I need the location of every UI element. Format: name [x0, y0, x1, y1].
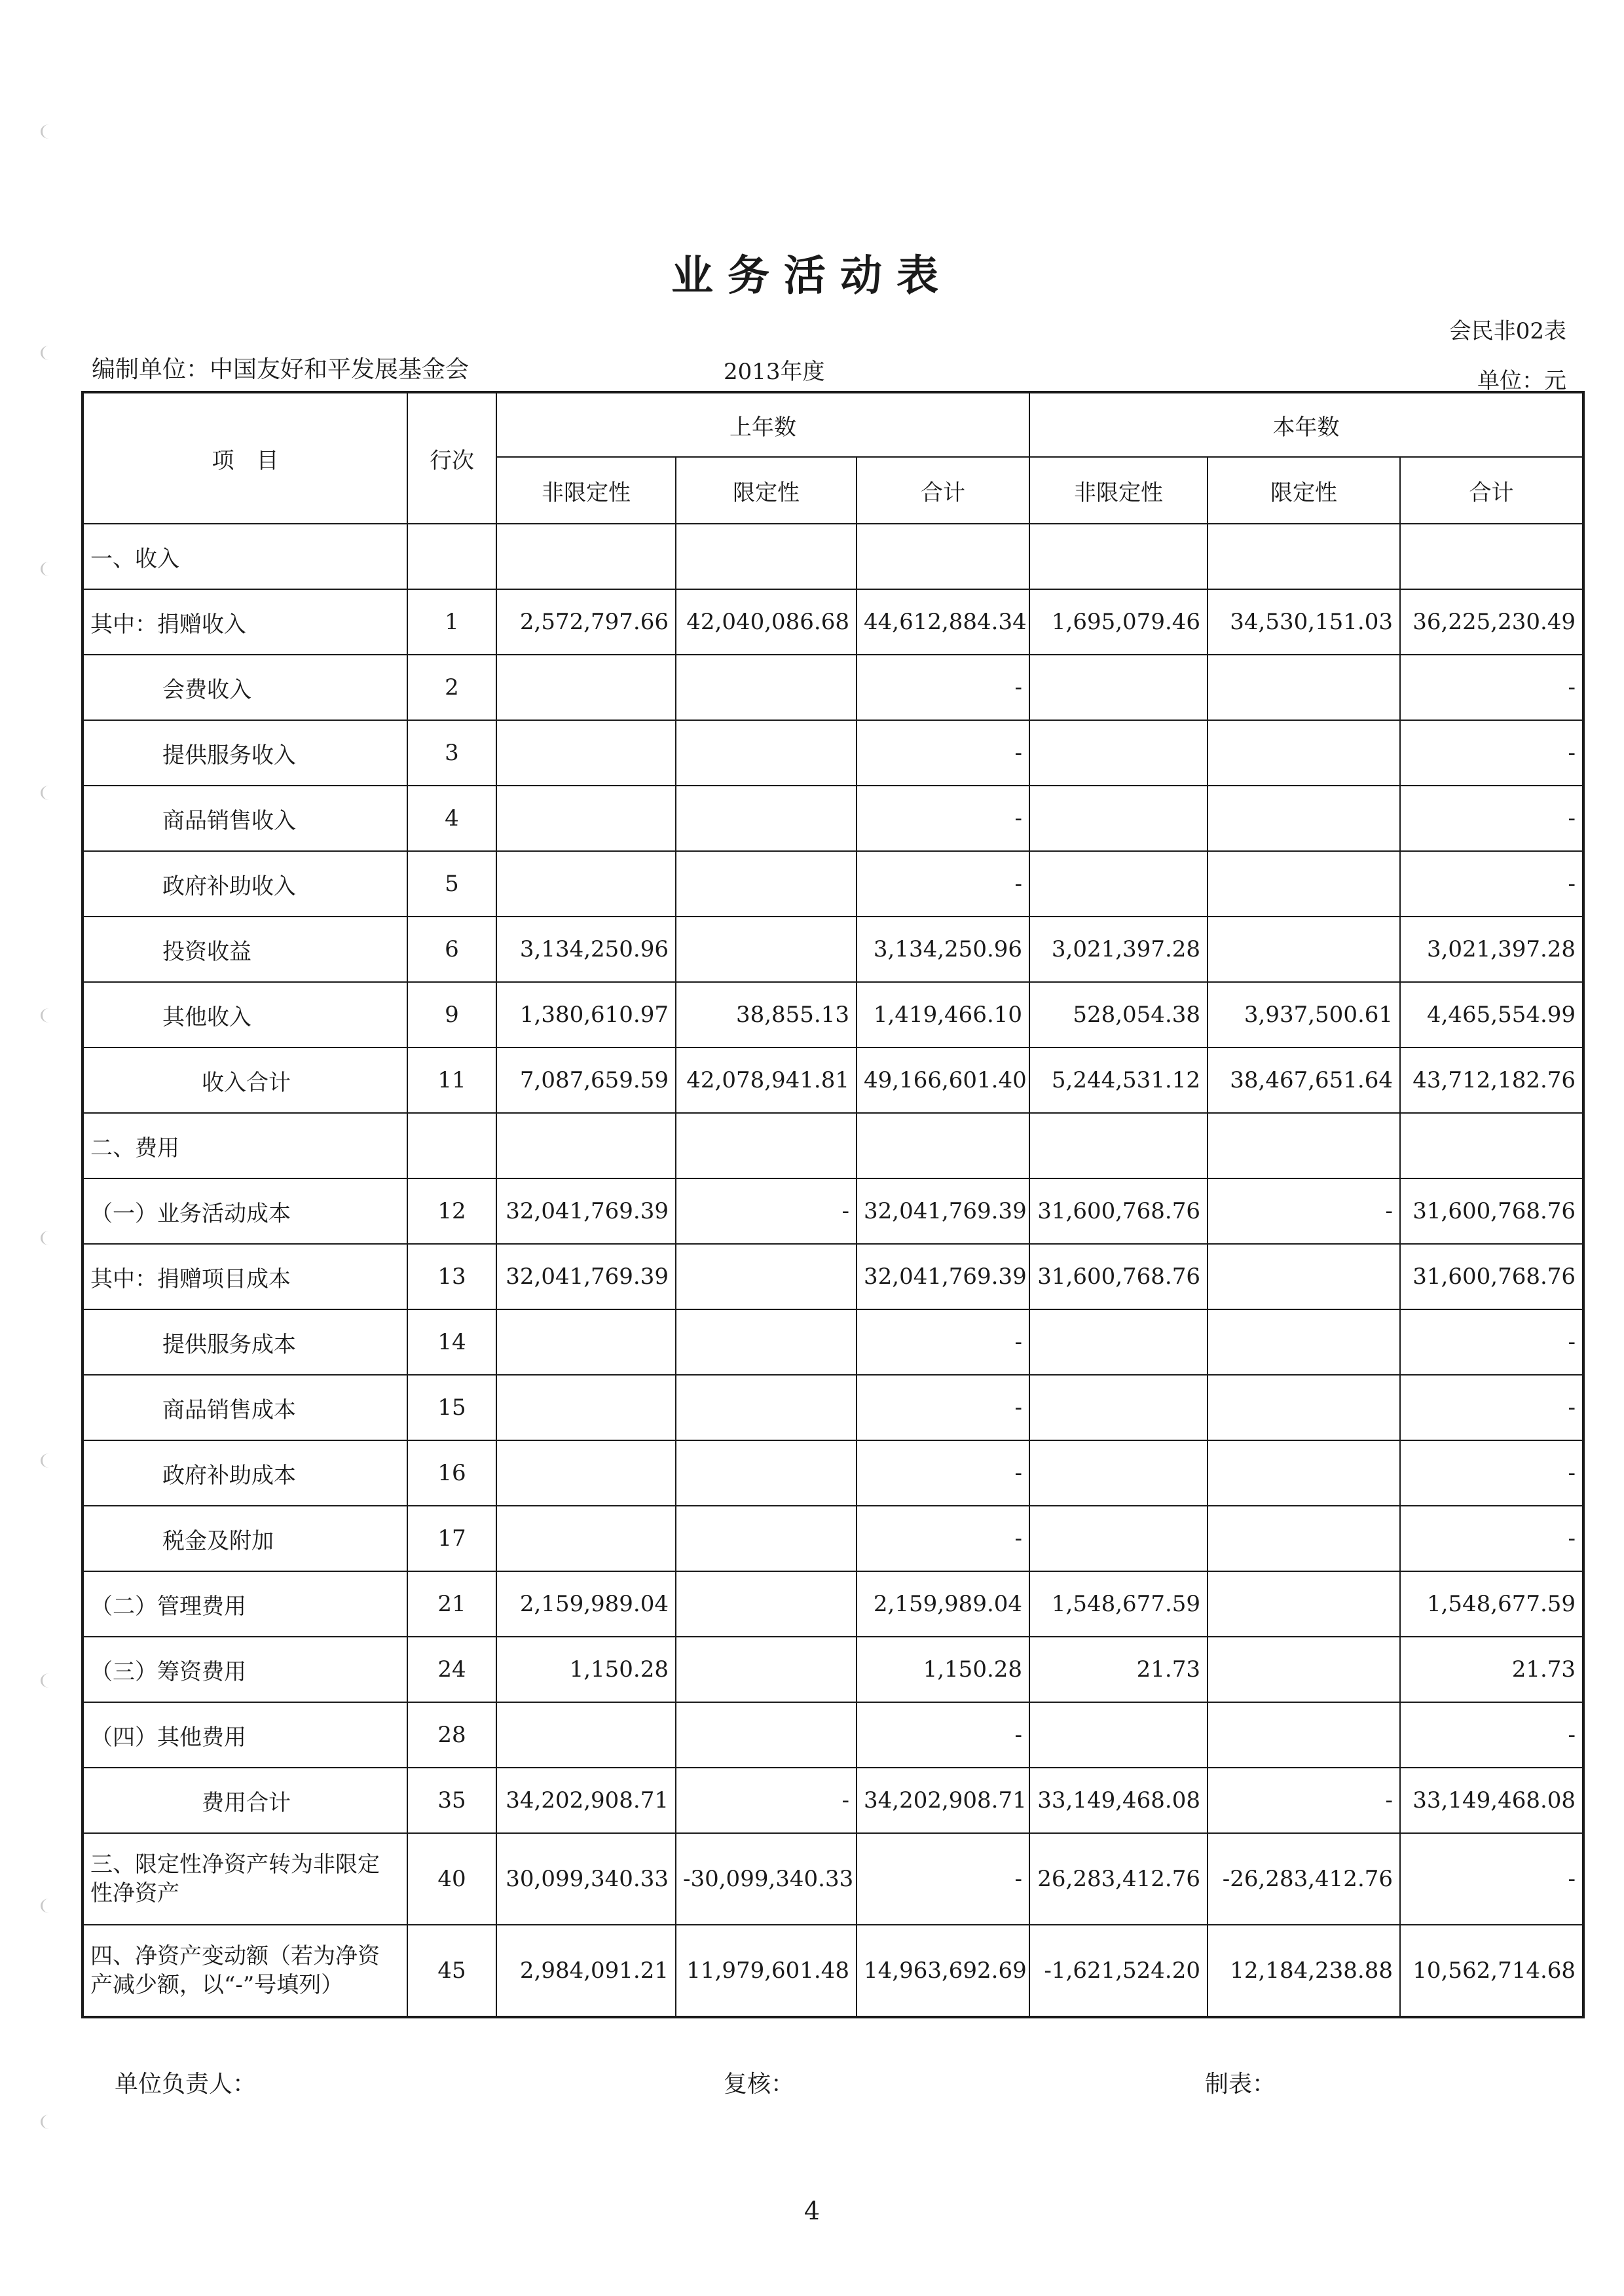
cell-curr-restricted: [1208, 524, 1400, 589]
report-period: 2013年度: [724, 359, 825, 385]
row-item-label: 三、限定性净资产转为非限定性净资产: [83, 1833, 407, 1925]
header-item: 项 目: [83, 392, 407, 524]
cell-curr-restricted: -26,283,412.76: [1208, 1833, 1400, 1925]
row-line-number: 5: [407, 851, 496, 917]
cell-prev-restricted: 42,040,086.68: [676, 589, 857, 655]
cell-prev-restricted: [676, 1309, 857, 1375]
cell-curr-restricted: [1208, 1702, 1400, 1768]
table-row: [83, 1178, 1583, 1244]
cell-prev-total: 14,963,692.69: [857, 1925, 1029, 2017]
row-line-number: 6: [407, 917, 496, 982]
cell-prev-unrestricted: [496, 655, 676, 720]
cell-curr-unrestricted: [1029, 655, 1208, 720]
cell-prev-restricted: -30,099,340.33: [676, 1833, 857, 1925]
cell-prev-total: -: [857, 1375, 1029, 1440]
row-item-label: （四）其他费用: [83, 1702, 407, 1768]
cell-prev-unrestricted: [496, 1440, 676, 1506]
cell-prev-total: 2,159,989.04: [857, 1571, 1029, 1637]
cell-prev-total: 32,041,769.39: [857, 1178, 1029, 1244]
row-item-label: 政府补助收入: [83, 851, 407, 917]
signature-reviewer: 复核：: [724, 2071, 795, 2098]
cell-curr-restricted: [1208, 917, 1400, 982]
table-row: [83, 982, 1583, 1048]
row-item-label: 其他收入: [83, 982, 407, 1048]
table-row: [83, 1506, 1583, 1571]
cell-curr-restricted: [1208, 1506, 1400, 1571]
cell-prev-unrestricted: 1,150.28: [496, 1637, 676, 1702]
cell-prev-total: -: [857, 1440, 1029, 1506]
row-line-number: 16: [407, 1440, 496, 1506]
row-line-number: [407, 1113, 496, 1178]
cell-curr-total: 36,225,230.49: [1400, 589, 1583, 655]
cell-prev-restricted: -: [676, 1178, 857, 1244]
row-item-label: 投资收益: [83, 917, 407, 982]
cell-prev-restricted: [676, 1113, 857, 1178]
cell-curr-restricted: -: [1208, 1178, 1400, 1244]
row-line-number: 4: [407, 786, 496, 851]
cell-curr-unrestricted: [1029, 786, 1208, 851]
row-item-label: （二）管理费用: [83, 1571, 407, 1637]
table-row: [83, 1309, 1583, 1375]
cell-curr-unrestricted: 21.73: [1029, 1637, 1208, 1702]
binding-hole-mark: [41, 346, 57, 360]
cell-curr-restricted: [1208, 1375, 1400, 1440]
cell-prev-restricted: [676, 1637, 857, 1702]
cell-curr-restricted: [1208, 851, 1400, 917]
cell-prev-restricted: 38,855.13: [676, 982, 857, 1048]
cell-prev-total: -: [857, 1702, 1029, 1768]
binding-hole-mark: [41, 786, 57, 800]
row-item-label: 一、收入: [83, 524, 407, 589]
table-row: [83, 1925, 1583, 2017]
cell-prev-unrestricted: [496, 720, 676, 786]
cell-prev-unrestricted: [496, 1375, 676, 1440]
cell-curr-total: [1400, 1113, 1583, 1178]
cell-prev-restricted: 42,078,941.81: [676, 1048, 857, 1113]
table-row: [83, 1702, 1583, 1768]
cell-prev-total: [857, 1113, 1029, 1178]
cell-prev-total: -: [857, 1309, 1029, 1375]
header-curr-total: 合计: [1400, 457, 1583, 524]
row-line-number: 14: [407, 1309, 496, 1375]
cell-curr-unrestricted: 1,548,677.59: [1029, 1571, 1208, 1637]
cell-curr-restricted: 34,530,151.03: [1208, 589, 1400, 655]
cell-curr-total: -: [1400, 1506, 1583, 1571]
cell-curr-unrestricted: [1029, 1113, 1208, 1178]
row-line-number: 24: [407, 1637, 496, 1702]
cell-prev-restricted: -: [676, 1768, 857, 1833]
cell-curr-restricted: [1208, 1637, 1400, 1702]
cell-prev-total: 32,041,769.39: [857, 1244, 1029, 1309]
row-line-number: [407, 524, 496, 589]
cell-prev-total: 44,612,884.34: [857, 589, 1029, 655]
cell-prev-restricted: [676, 1702, 857, 1768]
table-row: [83, 917, 1583, 982]
header-curr-unrestricted: 非限定性: [1029, 457, 1208, 524]
table-row: [83, 589, 1583, 655]
cell-curr-unrestricted: 31,600,768.76: [1029, 1244, 1208, 1309]
cell-curr-total: [1400, 524, 1583, 589]
cell-prev-restricted: [676, 655, 857, 720]
row-item-label: 收入合计: [83, 1048, 407, 1113]
currency-unit: 单位：元: [1477, 368, 1566, 394]
row-line-number: 9: [407, 982, 496, 1048]
cell-curr-total: 3,021,397.28: [1400, 917, 1583, 982]
cell-curr-total: 31,600,768.76: [1400, 1178, 1583, 1244]
cell-prev-total: 1,150.28: [857, 1637, 1029, 1702]
row-line-number: 28: [407, 1702, 496, 1768]
cell-curr-restricted: [1208, 1571, 1400, 1637]
cell-prev-unrestricted: [496, 851, 676, 917]
signature-preparer: 制表：: [1205, 2071, 1276, 2098]
cell-prev-unrestricted: 32,041,769.39: [496, 1244, 676, 1309]
cell-prev-unrestricted: 34,202,908.71: [496, 1768, 676, 1833]
document-title: 业务活动表: [671, 251, 953, 301]
cell-curr-total: -: [1400, 720, 1583, 786]
cell-curr-total: -: [1400, 1833, 1583, 1925]
activity-statement-table: [81, 391, 1585, 2018]
cell-prev-total: -: [857, 720, 1029, 786]
cell-prev-restricted: [676, 524, 857, 589]
row-line-number: 3: [407, 720, 496, 786]
table-row: [83, 1113, 1583, 1178]
row-line-number: 12: [407, 1178, 496, 1244]
header-line-no: 行次: [407, 392, 496, 524]
row-item-label: 其中：捐赠项目成本: [83, 1244, 407, 1309]
header-prev-year: 上年数: [496, 392, 1029, 457]
cell-prev-unrestricted: 1,380,610.97: [496, 982, 676, 1048]
cell-prev-total: 3,134,250.96: [857, 917, 1029, 982]
binding-hole-mark: [41, 562, 57, 576]
row-item-label: 商品销售收入: [83, 786, 407, 851]
table-row: [83, 1244, 1583, 1309]
cell-curr-total: 21.73: [1400, 1637, 1583, 1702]
table-row: [83, 1571, 1583, 1637]
table-row: [83, 1440, 1583, 1506]
row-line-number: 35: [407, 1768, 496, 1833]
cell-curr-total: -: [1400, 786, 1583, 851]
cell-prev-restricted: [676, 1571, 857, 1637]
cell-prev-total: 49,166,601.40: [857, 1048, 1029, 1113]
header-prev-unrestricted: 非限定性: [496, 457, 676, 524]
row-line-number: 45: [407, 1925, 496, 2017]
cell-curr-unrestricted: [1029, 1440, 1208, 1506]
cell-curr-unrestricted: 3,021,397.28: [1029, 917, 1208, 982]
cell-prev-total: 34,202,908.71: [857, 1768, 1029, 1833]
cell-prev-restricted: [676, 786, 857, 851]
cell-curr-unrestricted: [1029, 1702, 1208, 1768]
cell-prev-restricted: [676, 720, 857, 786]
row-item-label: 提供服务成本: [83, 1309, 407, 1375]
cell-curr-unrestricted: 1,695,079.46: [1029, 589, 1208, 655]
binding-hole-mark: [41, 1008, 57, 1023]
cell-prev-unrestricted: 2,572,797.66: [496, 589, 676, 655]
row-item-label: 政府补助成本: [83, 1440, 407, 1506]
cell-prev-restricted: [676, 1440, 857, 1506]
cell-prev-unrestricted: [496, 524, 676, 589]
row-item-label: 商品销售成本: [83, 1375, 407, 1440]
cell-curr-total: 10,562,714.68: [1400, 1925, 1583, 2017]
cell-prev-unrestricted: 2,159,989.04: [496, 1571, 676, 1637]
cell-prev-unrestricted: [496, 1702, 676, 1768]
cell-prev-restricted: [676, 917, 857, 982]
cell-curr-restricted: [1208, 1309, 1400, 1375]
row-item-label: 费用合计: [83, 1768, 407, 1833]
cell-prev-unrestricted: [496, 1506, 676, 1571]
row-item-label: 提供服务收入: [83, 720, 407, 786]
row-line-number: 15: [407, 1375, 496, 1440]
cell-prev-unrestricted: 7,087,659.59: [496, 1048, 676, 1113]
row-line-number: 2: [407, 655, 496, 720]
cell-curr-total: 1,548,677.59: [1400, 1571, 1583, 1637]
cell-curr-restricted: [1208, 1113, 1400, 1178]
cell-prev-total: -: [857, 1833, 1029, 1925]
organization-label: 编制单位：中国友好和平发展基金会: [92, 356, 470, 383]
row-line-number: 1: [407, 589, 496, 655]
page-number: 4: [803, 2196, 821, 2225]
header-curr-restricted: 限定性: [1208, 457, 1400, 524]
cell-curr-unrestricted: 31,600,768.76: [1029, 1178, 1208, 1244]
row-item-label: （三）筹资费用: [83, 1637, 407, 1702]
cell-curr-total: 43,712,182.76: [1400, 1048, 1583, 1113]
cell-curr-unrestricted: [1029, 1309, 1208, 1375]
table-row: [83, 655, 1583, 720]
cell-curr-total: -: [1400, 1440, 1583, 1506]
cell-prev-restricted: [676, 1506, 857, 1571]
form-code: 会民非02表: [1449, 318, 1566, 344]
binding-hole-mark: [41, 124, 57, 139]
cell-prev-restricted: [676, 851, 857, 917]
table-row: [83, 1833, 1583, 1925]
cell-curr-total: -: [1400, 851, 1583, 917]
cell-prev-unrestricted: [496, 1309, 676, 1375]
row-item-label: 税金及附加: [83, 1506, 407, 1571]
cell-prev-unrestricted: 30,099,340.33: [496, 1833, 676, 1925]
binding-hole-mark: [41, 2115, 57, 2129]
cell-prev-unrestricted: [496, 786, 676, 851]
signature-responsible: 单位负责人：: [115, 2071, 257, 2098]
header-curr-year: 本年数: [1029, 392, 1583, 457]
cell-curr-total: -: [1400, 1309, 1583, 1375]
table-row: [83, 851, 1583, 917]
cell-curr-unrestricted: [1029, 524, 1208, 589]
table-row: [83, 1637, 1583, 1702]
binding-hole-mark: [41, 1453, 57, 1468]
cell-prev-total: -: [857, 655, 1029, 720]
cell-curr-unrestricted: 33,149,468.08: [1029, 1768, 1208, 1833]
cell-curr-unrestricted: [1029, 720, 1208, 786]
cell-prev-restricted: [676, 1375, 857, 1440]
cell-prev-total: 1,419,466.10: [857, 982, 1029, 1048]
cell-curr-unrestricted: -1,621,524.20: [1029, 1925, 1208, 2017]
cell-curr-restricted: 3,937,500.61: [1208, 982, 1400, 1048]
row-line-number: 21: [407, 1571, 496, 1637]
row-line-number: 40: [407, 1833, 496, 1925]
row-line-number: 17: [407, 1506, 496, 1571]
cell-curr-total: 31,600,768.76: [1400, 1244, 1583, 1309]
cell-prev-unrestricted: 2,984,091.21: [496, 1925, 676, 2017]
cell-prev-restricted: [676, 1244, 857, 1309]
cell-curr-restricted: [1208, 720, 1400, 786]
cell-prev-unrestricted: 3,134,250.96: [496, 917, 676, 982]
row-item-label: 会费收入: [83, 655, 407, 720]
cell-curr-restricted: [1208, 1440, 1400, 1506]
cell-prev-restricted: 11,979,601.48: [676, 1925, 857, 2017]
binding-hole-mark: [41, 1231, 57, 1245]
cell-curr-restricted: [1208, 1244, 1400, 1309]
cell-prev-total: [857, 524, 1029, 589]
cell-curr-unrestricted: [1029, 851, 1208, 917]
table-row: [83, 1048, 1583, 1113]
table-row: [83, 1375, 1583, 1440]
cell-prev-unrestricted: [496, 1113, 676, 1178]
row-item-label: （一）业务活动成本: [83, 1178, 407, 1244]
row-item-label: 四、净资产变动额（若为净资产减少额，以“-”号填列）: [83, 1925, 407, 2017]
cell-curr-unrestricted: 26,283,412.76: [1029, 1833, 1208, 1925]
row-line-number: 11: [407, 1048, 496, 1113]
cell-curr-unrestricted: 528,054.38: [1029, 982, 1208, 1048]
cell-curr-total: -: [1400, 655, 1583, 720]
cell-curr-restricted: [1208, 786, 1400, 851]
cell-curr-unrestricted: 5,244,531.12: [1029, 1048, 1208, 1113]
binding-hole-mark: [41, 1673, 57, 1688]
cell-prev-total: -: [857, 1506, 1029, 1571]
header-prev-restricted: 限定性: [676, 457, 857, 524]
cell-curr-total: 4,465,554.99: [1400, 982, 1583, 1048]
cell-curr-unrestricted: [1029, 1375, 1208, 1440]
row-item-label: 二、费用: [83, 1113, 407, 1178]
cell-curr-unrestricted: [1029, 1506, 1208, 1571]
cell-prev-total: -: [857, 851, 1029, 917]
cell-prev-unrestricted: 32,041,769.39: [496, 1178, 676, 1244]
cell-curr-total: -: [1400, 1375, 1583, 1440]
cell-curr-restricted: 12,184,238.88: [1208, 1925, 1400, 2017]
cell-curr-restricted: [1208, 655, 1400, 720]
cell-prev-total: -: [857, 786, 1029, 851]
table-row: [83, 786, 1583, 851]
row-item-label: 其中：捐赠收入: [83, 589, 407, 655]
cell-curr-total: -: [1400, 1702, 1583, 1768]
table-row: [83, 524, 1583, 589]
table-row: [83, 720, 1583, 786]
cell-curr-restricted: 38,467,651.64: [1208, 1048, 1400, 1113]
binding-hole-mark: [41, 1899, 57, 1913]
header-prev-total: 合计: [857, 457, 1029, 524]
cell-curr-total: 33,149,468.08: [1400, 1768, 1583, 1833]
row-line-number: 13: [407, 1244, 496, 1309]
cell-curr-restricted: -: [1208, 1768, 1400, 1833]
table-row: [83, 1768, 1583, 1833]
